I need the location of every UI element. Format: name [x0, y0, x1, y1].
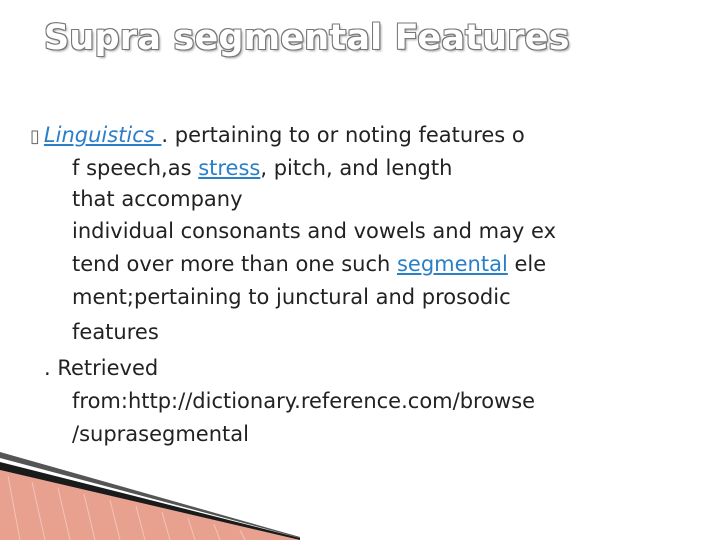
source-url-line-1: from:http://dictionary.reference.com/browse: [72, 389, 536, 413]
definition-line-4: individual consonants and vowels and may ex: [72, 219, 557, 243]
definition-line-5: [72, 249, 546, 279]
definition-text-3: , pitch, and length: [260, 156, 453, 180]
stress-link[interactable]: stress: [198, 156, 261, 180]
decorative-corner-shape: [0, 440, 300, 540]
definition-text-5: tend over more than one such: [72, 252, 397, 276]
definition-line-2: [72, 153, 452, 183]
definition-text-1: . pertaining to or noting features o: [161, 123, 525, 147]
linguistics-link[interactable]: Linguistics: [43, 123, 162, 147]
definition-line-7: features: [72, 320, 159, 344]
definition-line-6: ment;pertaining to junctural and prosodic: [72, 285, 511, 309]
source-url-line-2: /suprasegmental: [72, 422, 249, 446]
definition-line-1: [30, 120, 525, 150]
definition-text-2: f speech,as: [72, 156, 199, 180]
segmental-link[interactable]: segmental: [396, 252, 508, 276]
bullet-icon: ▯: [30, 126, 40, 147]
retrieved-label: . Retrieved: [44, 356, 159, 380]
slide-title: Supra segmental Features: [44, 18, 570, 58]
definition-text-5b: ele: [507, 252, 547, 276]
definition-line-3: that accompany: [72, 187, 243, 211]
